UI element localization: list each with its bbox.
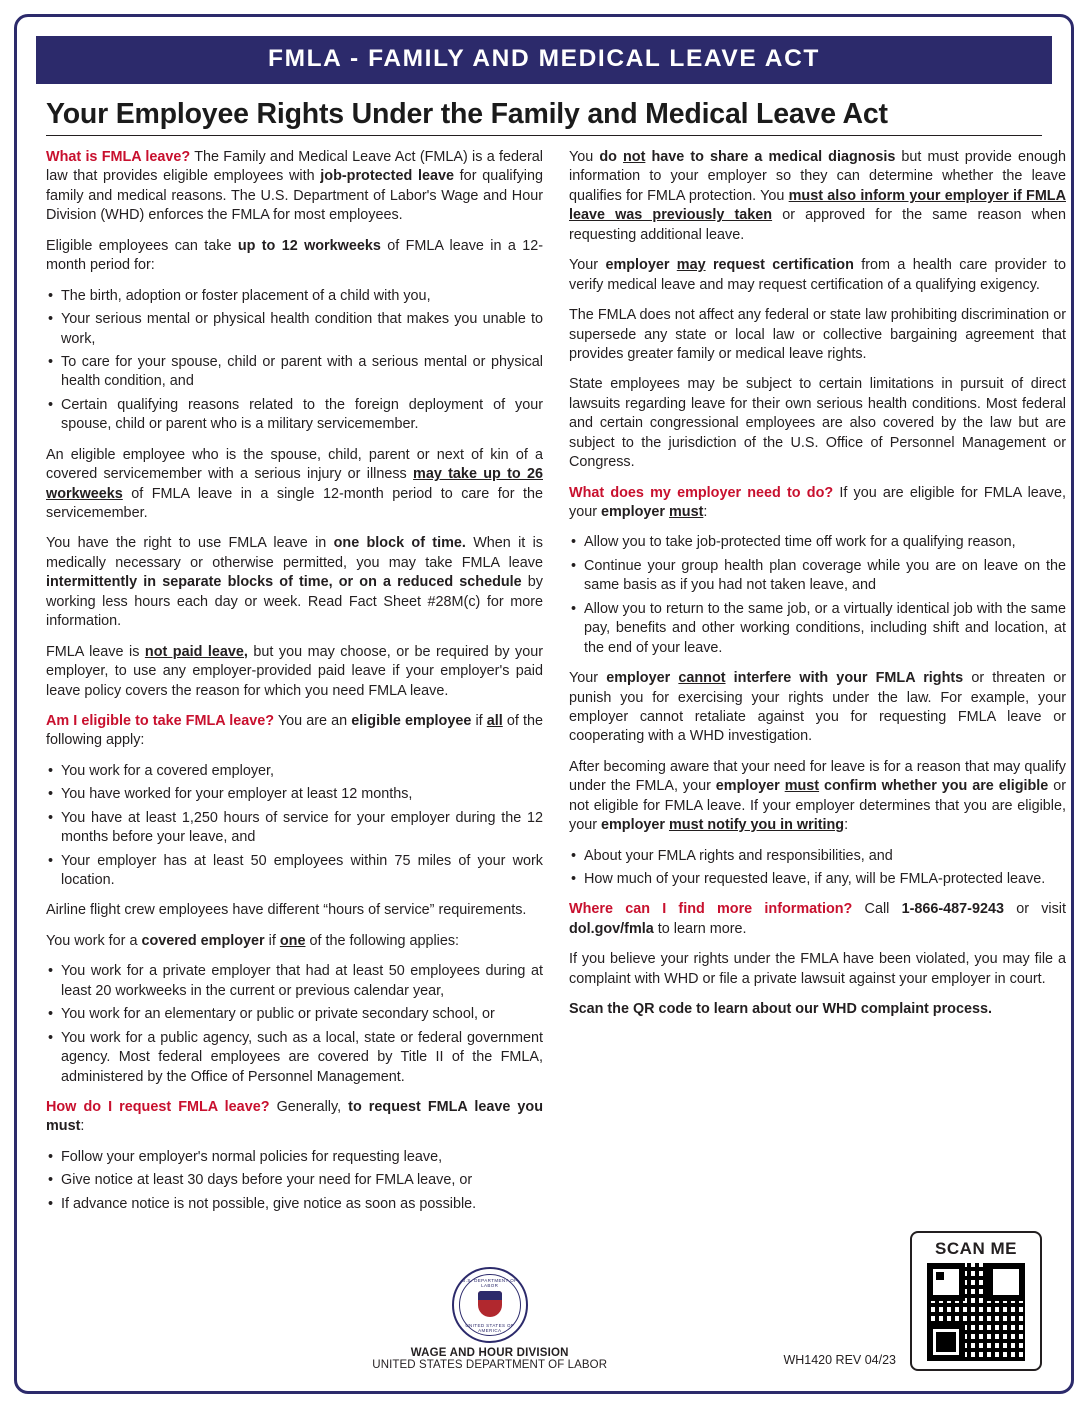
must-inform-emphasis: must also inform your employer if FMLA leave was previously taken [569, 187, 1066, 224]
other-laws-paragraph: The FMLA does not affect any federal or state law prohibiting discrimination or supersede any state or local law or collective bargaining agreement that provides greater family or medical leave rights. [569, 307, 1066, 362]
medical-diagnosis-paragraph [569, 148, 1066, 245]
whd-phone-number: 1-866-487-9243 [901, 901, 1004, 918]
request-steps-list [46, 1148, 543, 1214]
eligible-12-weeks-paragraph [46, 237, 543, 276]
twentysix-workweeks-emphasis: may take up to 26 workweeks [46, 466, 543, 502]
info-pre: Call [852, 901, 902, 918]
list-item: • How much of your requested leave, if any, will be FMLA-protected leave. [569, 870, 1066, 889]
block-pre: You have the right to use FMLA leave in [46, 535, 334, 552]
certification-paragraph [569, 256, 1066, 295]
covered-employer-list [46, 962, 543, 1087]
qualifying-reasons-list [46, 287, 543, 435]
not-paid-leave-emphasis: not paid leave, [144, 643, 248, 660]
must-emphasis: must [668, 504, 704, 520]
left-column [46, 148, 543, 1225]
list-item: • You work for a private employer that had at least 50 employees during at least 20 workweeks in the current or previous calendar year, [46, 962, 543, 1001]
interfere-pre: Your [569, 670, 607, 687]
eligible-pre: You are an [274, 712, 352, 729]
request-certification-emphasis: request certification [705, 257, 854, 274]
scan-instruction-text: Scan the QR code to learn about our WHD complaint process. [569, 1001, 992, 1018]
interference-paragraph [569, 669, 1066, 747]
confirm-eligibility-paragraph [569, 758, 1066, 836]
covered-post: of the following applies: [305, 932, 460, 949]
cannot-emphasis: cannot [678, 670, 726, 687]
employer-emphasis: employer [605, 257, 677, 274]
employer-emphasis-4: employer [601, 817, 669, 834]
employer-emphasis-3: employer [715, 778, 785, 795]
all-emphasis: all [486, 712, 503, 729]
interfere-rights-emphasis: interfere with your FMLA rights [725, 670, 964, 687]
info-post: to learn more. [653, 920, 747, 937]
covered-mid: if [264, 932, 280, 949]
do-emphasis: do [599, 149, 624, 165]
block-post: by working less hours each day or week. Read Fact Sheet #28M(c) for more information. [46, 574, 543, 630]
diagnosis-pre: You [569, 149, 600, 165]
request-leave-paragraph [46, 1098, 543, 1137]
must-emphasis-2: must [784, 778, 820, 795]
list-item: • Allow you to return to the same job, or a virtually identical job with the same pay, benefits and other working conditions, including shift and location, at the end of your leave. [569, 600, 1066, 658]
twelve-weeks-pre: Eligible employees can take [46, 237, 238, 254]
qr-code-box[interactable] [910, 1231, 1042, 1371]
dol-website-link[interactable]: dol.gov/fmla [569, 920, 654, 937]
covered-employer-emphasis: covered employer [141, 932, 265, 949]
list-item: • Follow your employer's normal policies for requesting leave, [46, 1148, 543, 1167]
department-name: UNITED STATES DEPARTMENT OF LABOR [372, 1359, 608, 1372]
employer-duties-paragraph [569, 484, 1066, 523]
list-item: • To care for your spouse, child or parent with a serious mental or physical health condition, and [46, 353, 543, 392]
how-request-question: How do I request FMLA leave? [46, 1098, 270, 1115]
scan-me-label: SCAN ME [935, 1239, 1017, 1259]
list-item: • Your employer has at least 50 employees within 75 miles of your work location. [46, 852, 543, 891]
eligibility-question-paragraph [46, 712, 543, 751]
paid-pre: FMLA leave is [46, 643, 145, 660]
footer-seal-block [196, 1253, 783, 1371]
share-diagnosis-emphasis: have to share a medical diagnosis [645, 149, 896, 165]
confirm-eligible-emphasis: confirm whether you are eligible [819, 778, 1049, 795]
confirm-post: : [844, 817, 849, 834]
agency-name: WAGE AND HOUR DIVISION [410, 1347, 569, 1360]
list-item: • Your serious mental or physical health condition that makes you unable to work, [46, 310, 543, 349]
complaint-rights-paragraph: If you believe your rights under the FMLA have been violated, you may file a complaint with WHD or file a private lawsuit against your employer in court. [569, 951, 1066, 987]
what-is-fmla-question: What is FMLA leave? [46, 149, 191, 165]
list-item: • The birth, adoption or foster placement of a child with you, [46, 287, 543, 306]
dol-seal-icon [452, 1267, 528, 1343]
eligible-post: of the following apply: [46, 712, 543, 749]
qr-code-icon[interactable] [927, 1263, 1025, 1361]
list-item: • You work for a public agency, such as a local, state or federal government agency. Most federal employees are covered by Title II of the FMLA, administered by the Office of Personnel Management. [46, 1029, 543, 1087]
cert-pre: Your [569, 257, 606, 274]
eligibility-criteria-list [46, 762, 543, 891]
servicemember-post: of FMLA leave in a single 12-month period to care for the servicemember. [46, 485, 543, 521]
state-employees-paragraph: State employees may be subject to certain limitations in pursuit of direct lawsuits regarding leave for their own serious health conditions. Most federal and certain congressional employees are also covered by the law but are subject to the jurisdiction of the U.S. Office of Personnel Management or Congress. [569, 376, 1066, 471]
block-of-time-paragraph [46, 534, 543, 631]
poster-title-band: FMLA - FAMILY AND MEDICAL LEAVE ACT [36, 36, 1052, 84]
list-item: • You have worked for your employer at least 12 months, [46, 785, 543, 804]
scan-instruction-paragraph [569, 1000, 1066, 1019]
one-block-of-time-emphasis: one block of time. [333, 535, 466, 552]
right-column [569, 148, 1066, 1031]
what-is-fmla-text-2: for qualifying family and medical reasons. The U.S. Department of Labor's Wage and Hour Division (WHD) enforces the FMLA for most employees. [46, 168, 544, 224]
servicemember-pre: An eligible employee who is the spouse, child, parent or next of kin of a covered servicemember with a serious injury or illness [46, 446, 543, 483]
cert-post: from a health care provider to verify medical leave and may request certification of a qualifying exigency. [569, 257, 1066, 293]
what-is-fmla-text-1: The Family and Medical Leave Act (FMLA) is a federal law that provides eligible employees with [46, 149, 543, 185]
diagnosis-post: or approved for the same reason when requesting additional leave. [569, 207, 1066, 243]
list-item: • About your FMLA rights and responsibilities, and [569, 847, 1066, 866]
page-title: Your Employee Rights Under the Family and Medical Leave Act [46, 98, 888, 130]
duties-pre: If you are eligible for FMLA leave, your [569, 484, 1066, 520]
notify-writing-emphasis: must notify you in writing [668, 817, 845, 834]
list-item: • You work for a covered employer, [46, 762, 543, 781]
confirm-pre: After becoming aware that your need for leave is for a reason that may qualify under the FMLA, your [569, 758, 1066, 795]
notification-list [569, 847, 1066, 890]
job-protected-leave-emphasis: job-protected leave [320, 168, 454, 185]
duties-post: : [703, 504, 708, 520]
covered-employer-paragraph [46, 932, 543, 951]
seal-top-text: U.S. DEPARTMENT OF LABOR [462, 1278, 518, 1289]
interfere-post: or threaten or punish you for exercising your rights under the law. For example, your employer cannot retaliate against you for requesting FMLA leave or cooperating with a WHD investigation. [569, 670, 1067, 745]
may-emphasis: may [676, 257, 706, 274]
revision-number: WH1420 REV 04/23 [783, 1353, 896, 1368]
list-item: • Certain qualifying reasons related to the foreign deployment of your spouse, child or parent who is a military servicemember. [46, 396, 543, 435]
list-item: • You work for an elementary or public or private secondary school, or [46, 1005, 543, 1024]
one-emphasis: one [279, 932, 306, 949]
seal-bottom-text: UNITED STATES OF AMERICA [465, 1323, 515, 1334]
not-paid-leave-paragraph [46, 643, 543, 701]
employer-word-emphasis: employer [601, 504, 669, 520]
list-item: • You have at least 1,250 hours of service for your employer during the 12 months before your leave, and [46, 809, 543, 848]
employer-duties-list [569, 533, 1066, 658]
diagnosis-mid: but must provide enough information to your employer so they can determine whether the leave qualifies for FMLA protection. You [569, 149, 1066, 204]
info-mid: or visit [1003, 901, 1066, 918]
list-item: • Continue your group health plan coverage while you are on leave on the same basis as if you had not taken leave, and [569, 557, 1066, 596]
airline-crew-paragraph: Airline flight crew employees have different “hours of service” requirements. [46, 902, 527, 919]
list-item: • If advance notice is not possible, give notice as soon as possible. [46, 1195, 543, 1214]
intermittent-emphasis: intermittently in separate blocks of time, or on a reduced schedule [46, 574, 522, 591]
servicemember-paragraph [46, 446, 543, 524]
request-fmla-emphasis: to request FMLA leave you must [46, 1098, 543, 1135]
list-item: • Give notice at least 30 days before your need for FMLA leave, or [46, 1171, 543, 1190]
eligible-employee-emphasis: eligible employee [351, 712, 472, 729]
twelve-weeks-post: of FMLA leave in a 12-month period for: [46, 237, 544, 274]
employer-need-question: What does my employer need to do? [569, 484, 834, 501]
covered-pre: You work for a [46, 932, 142, 949]
footer-right-block [783, 1231, 1042, 1371]
content-columns [46, 148, 1067, 1225]
list-item: • Allow you to take job-protected time off work for a qualifying reason, [569, 533, 1066, 552]
request-post: : [80, 1118, 85, 1135]
what-is-fmla-paragraph [46, 148, 543, 226]
twelve-workweeks-emphasis: up to 12 workweeks [237, 237, 381, 254]
heading-divider [46, 135, 1042, 136]
employer-emphasis-2: employer [606, 670, 679, 687]
request-pre: Generally, [269, 1098, 349, 1115]
am-i-eligible-question: Am I eligible to take FMLA leave? [46, 712, 275, 729]
confirm-mid: or not eligible for FMLA leave. If your employer determines that you are eligible, your [569, 778, 1066, 834]
not-emphasis: not [623, 149, 646, 165]
more-info-question: Where can I find more information? [569, 901, 853, 918]
poster-footer [46, 1231, 1042, 1377]
paid-post: but you may choose, or be required by your employer, to use any employer-provided paid leave if your employer's paid leave policy covers the reason for which you need FMLA leave. [46, 643, 544, 699]
more-info-paragraph [569, 900, 1066, 939]
block-mid: When it is medically necessary or otherwise permitted, you may take FMLA leave [46, 535, 543, 571]
eligible-mid: if [471, 712, 487, 729]
